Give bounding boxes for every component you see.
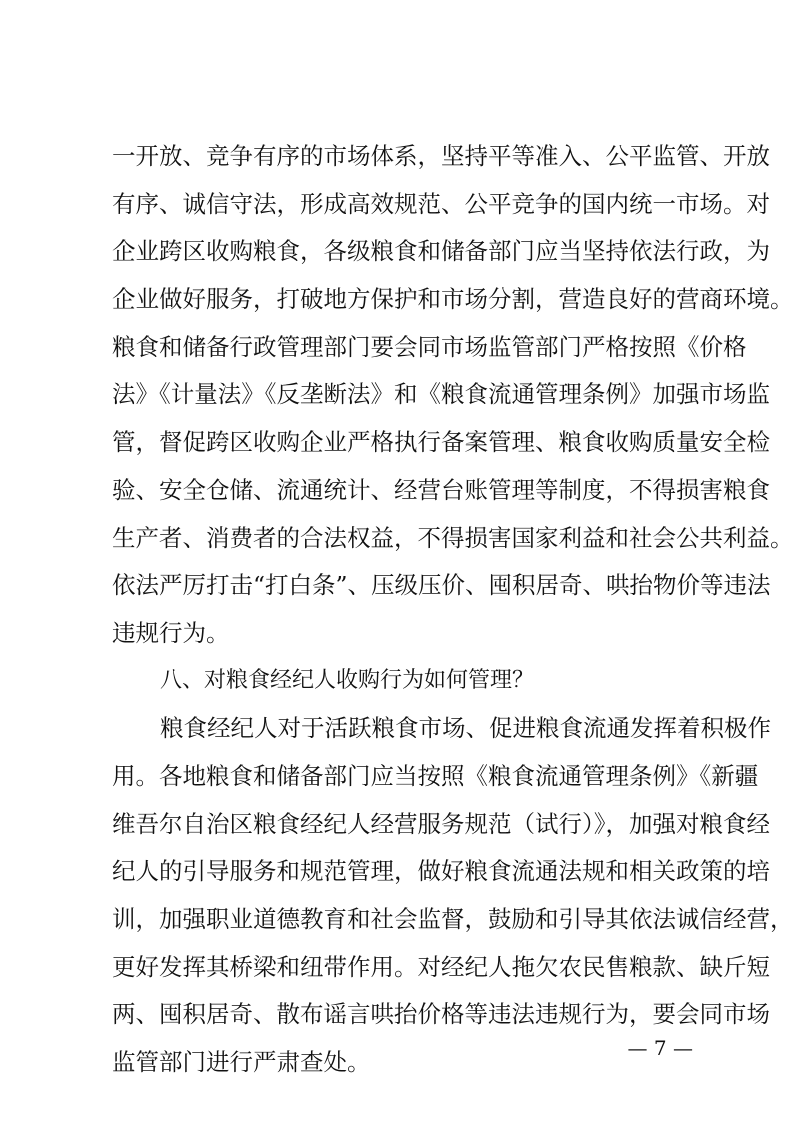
body-text-line: 企业做好服务，打破地方保护和市场分割，营造良好的营商环境。 <box>112 285 793 313</box>
body-text-line: 维吾尔自治区粮食经纪人经营服务规范（试行）》，加强对粮食经 <box>112 810 770 838</box>
body-text-line: 更好发挥其桥梁和纽带作用。对经纪人拖欠农民售粮款、缺斤短 <box>112 953 770 981</box>
body-text-line: 粮食和储备行政管理部门要会同市场监管部门严格按照《价格 <box>112 333 747 361</box>
body-text-line: 生产者、消费者的合法权益，不得损害国家利益和社会公共利益。 <box>112 524 793 552</box>
body-text-line: 法》《计量法》《反垄断法》和《粮食流通管理条例》加强市场监 <box>112 380 770 408</box>
section-heading-8: 八、对粮食经纪人收购行为如何管理？ <box>160 668 535 693</box>
body-text-line: 监管部门进行严肃查处。 <box>112 1048 371 1076</box>
body-text-line: 验、安全仓储、流通统计、经营台账管理等制度，不得损害粮食 <box>112 476 770 504</box>
body-text-line: 违规行为。 <box>112 619 230 647</box>
body-text-line: 训，加强职业道德教育和社会监督，鼓励和引导其依法诚信经营， <box>112 905 793 933</box>
body-text-line: 有序、诚信守法，形成高效规范、公平竞争的国内统一市场。对 <box>112 190 770 218</box>
body-text-line: 管，督促跨区收购企业严格执行备案管理、粮食收购质量安全检 <box>112 428 770 456</box>
body-text-line: 依法严厉打击“打白条”、压级压价、囤积居奇、哄抬物价等违法 <box>112 571 771 599</box>
body-text-line: 用。各地粮食和储备部门应当按照《粮食流通管理条例》《新疆 <box>112 762 759 790</box>
body-text-line: 纪人的引导服务和规范管理，做好粮食流通法规和相关政策的培 <box>112 857 770 885</box>
page-number: — 7 — <box>627 1036 693 1060</box>
body-text-line: 企业跨区收购粮食，各级粮食和储备部门应当坚持依法行政，为 <box>112 237 770 265</box>
body-text-line: 粮食经纪人对于活跃粮食市场、促进粮食流通发挥着积极作 <box>160 714 771 742</box>
body-text-line: 两、囤积居奇、散布谣言哄抬价格等违法违规行为，要会同市场 <box>112 1000 770 1028</box>
body-text-line: 一开放、竞争有序的市场体系，坚持平等准入、公平监管、开放 <box>112 142 770 170</box>
